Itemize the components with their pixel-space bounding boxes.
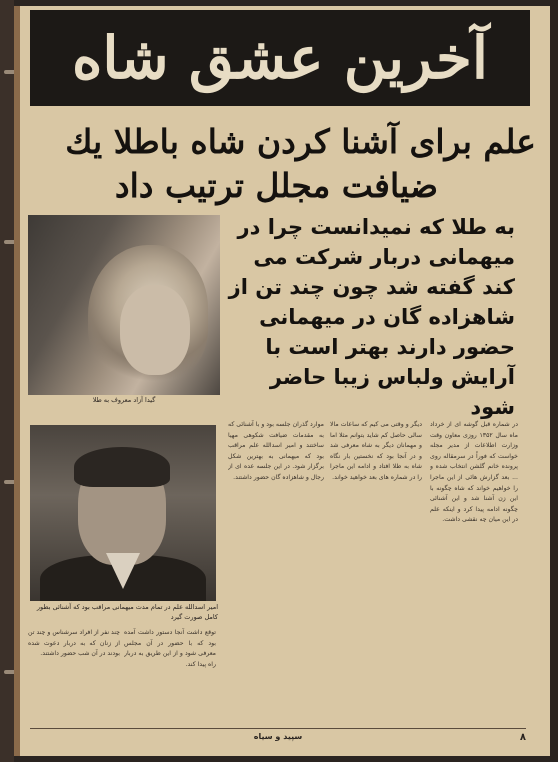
body-column-3: موارد گذران جلسه بود و با آشنائی که به مقدمات ضیافت شکوهی مهیا ساختند و امیر اسدالله علم مراقب بود که میهمانی به بهترین شکل برگزار شود. در این جلسه عده ای از رجال و شاهزاده گان حضور داشتند.: [228, 421, 324, 481]
headline-line-1: علم برای آشنا کردن شاه باطلا یك: [65, 122, 536, 161]
photo-gida-azad: [28, 215, 220, 395]
body-column-5: چند نفر از افراد سرشناس و چند تن از زنان که به دربار دعوت شده بودند در آن شب حضور داشتند.: [28, 629, 120, 658]
page-footer: [30, 728, 526, 745]
photo-asadollah-alam: [30, 425, 216, 601]
binder-strip: [0, 0, 14, 762]
photo-face: [120, 285, 190, 375]
body-column-2: دیگر و وقتی می کیم که ساعات مالا سالی حاصل کم شاید بتوانم مثلا اما و مهمانان دیگر به شاه معرفی شد و در آنجا بود که نخستین بار نگاه شاه به طلا افتاد و ادامه این ماجرا را در شماره های بعد خواهید خواند.: [330, 421, 422, 481]
magazine-name: سپید و سیاه: [253, 732, 303, 741]
subheadline: به طلا که نمیدانست چرا در میهمانی دربار شرکت می کند گفته شد چون چند تن از شاهزاده گان در میهمانی حضور دارند بهتر است با آرایش ولباس زیبا حاضر شود: [228, 215, 515, 419]
masthead: آخرین عشق شاه: [30, 10, 530, 106]
page-number: ۸: [519, 732, 526, 743]
body-column-4: توقع داشت آنجا دستور داشت آمده بود که با حضور در آن مجلس معرفی شود و از این طریق به دربار راه پیدا کند.: [124, 629, 216, 668]
photo2-caption: امیر اسدالله علم در تمام مدت میهمانی مراقب بود که آشنائی بطور کامل صورت گیرد: [36, 603, 218, 621]
photo-hair: [74, 447, 170, 487]
photo1-caption: گیدا آزاد معروف به طلا: [92, 396, 156, 404]
body-column-1: در شماره قبل گوشه ای از خرداد ماه سال ۱۳۵۲ روزی معاون وقت وزارت اطلاعات از مدیر مجله خواست که فوراً در سرمقاله روی پرونده خانم گلشن انتخاب شده و ... بعد گزارش هائی از این ماجرا را خواهیم خواند که شاه چگونه با این زن آشنا شد و این آشنائی چگونه ادامه پیدا کرد و اینکه علم در این میان چه نقشی داشت.: [430, 421, 518, 524]
headline-line-2: ضیافت مجلل ترتیب داد: [114, 166, 438, 205]
